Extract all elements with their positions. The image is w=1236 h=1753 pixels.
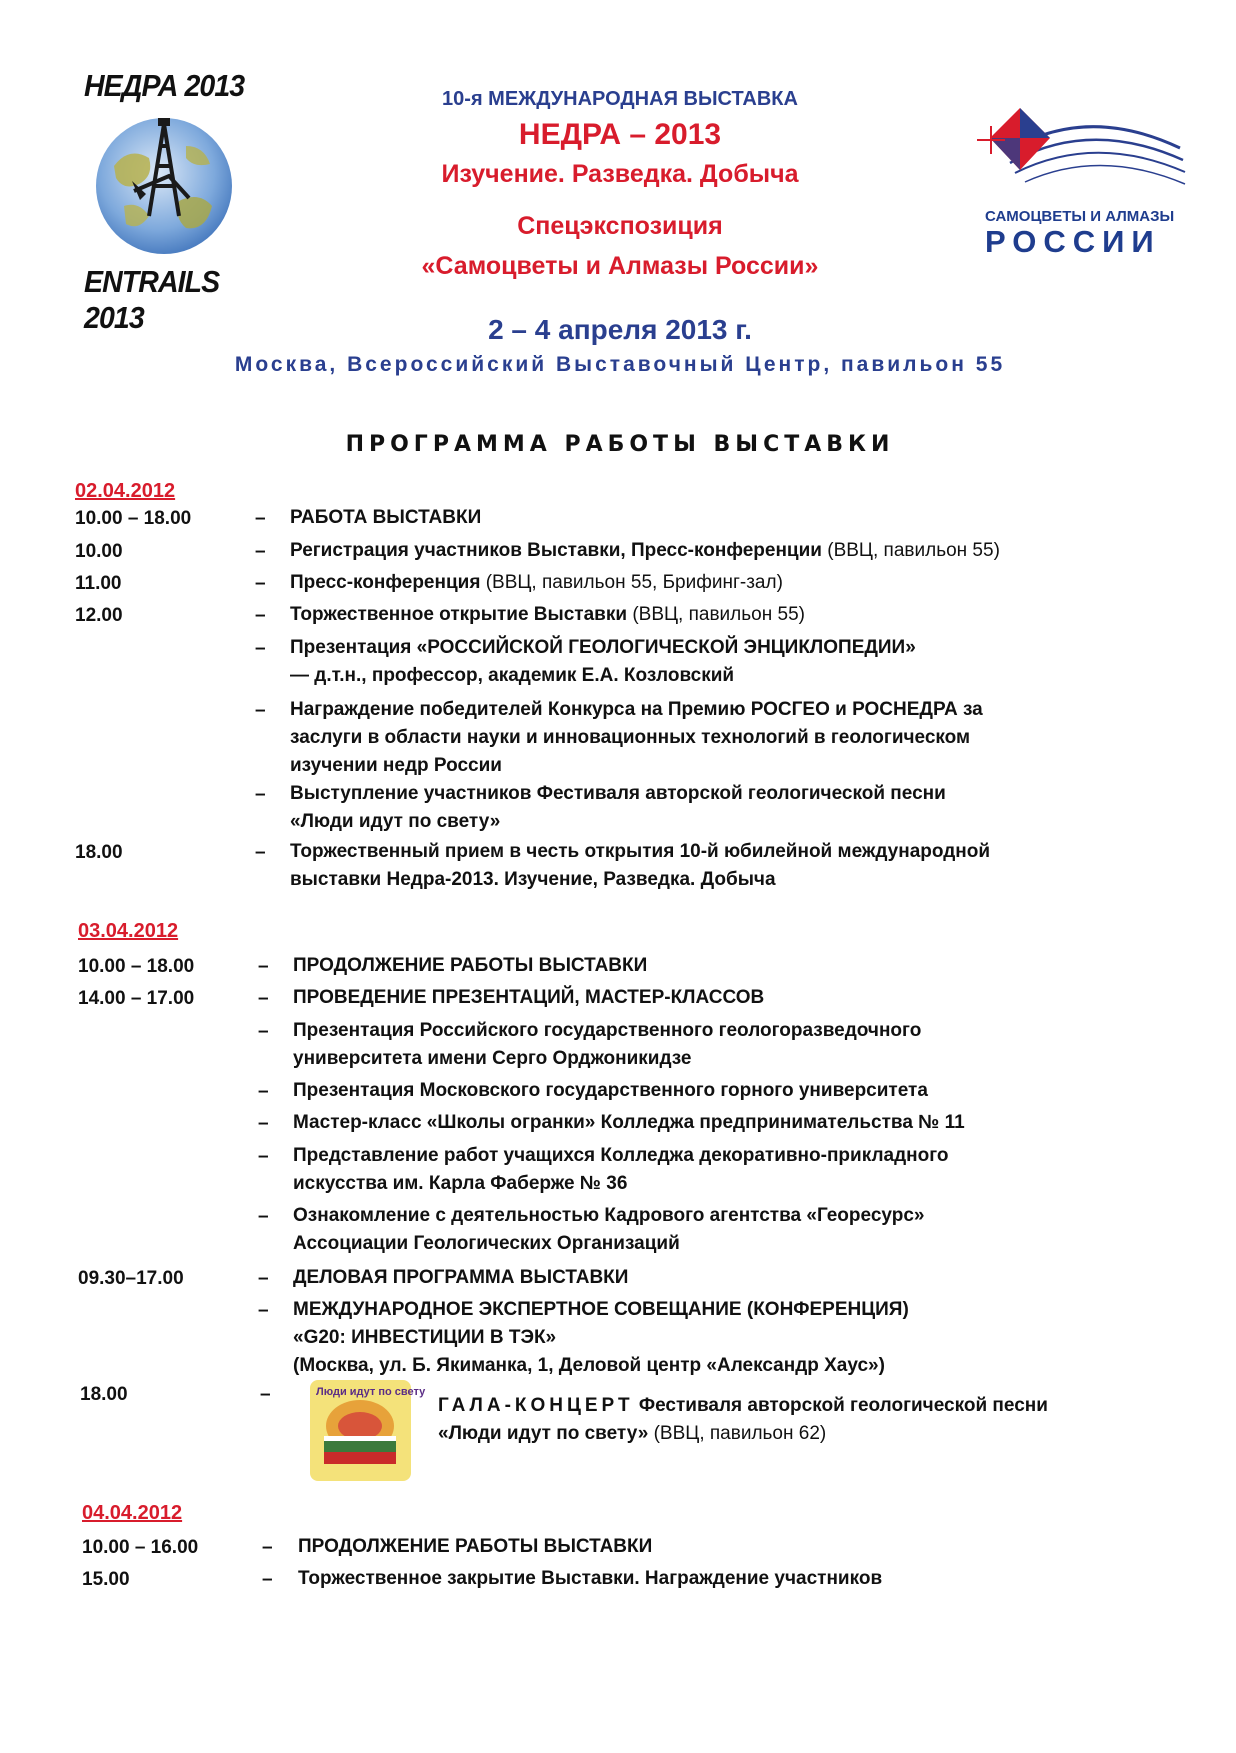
diamond-swoosh-icon [965,108,1190,208]
nedra-logo-bottom-text: ENTRAILS 2013 [84,264,220,335]
nedra-logo [70,68,260,335]
item-text: Презентация Российского государственного геологоразведочного университета имени Серго Орджоникидзе [293,1020,922,1069]
item-time: 15.00 [82,1569,130,1590]
item-dash: – [262,1569,273,1590]
item-text: ПРОДОЛЖЕНИЕ РАБОТЫ ВЫСТАВКИ [293,955,648,976]
day-date: 02.04.2012 [75,480,176,502]
item-dash: – [260,1384,271,1405]
item-dash: – [255,700,266,721]
day-date: 04.04.2012 [82,1502,183,1524]
item-text: Презентация Московского государственного горного университета [293,1080,928,1101]
item-dash: – [258,1081,269,1102]
item-text: Торжественное открытие Выставки (ВВЦ, павильон 55) [290,604,805,625]
item-time: 11.00 [75,573,122,594]
special-exposition-label: Спецэкспозиция [517,212,723,240]
item-text: МЕЖДУНАРОДНОЕ ЭКСПЕРТНОЕ СОВЕЩАНИЕ (КОНФЕРЕНЦИЯ) «G20: ИНВЕСТИЦИИ В ТЭК» (Москва, ул. Б. Якиманка, 1, Деловой центр «Александр Хаус») [293,1299,909,1376]
gems-diamonds-logo [965,108,1190,258]
item-text: Представление работ учащихся Колледжа декоративно-прикладного искусства им. Карла Фаберже № 36 [293,1145,949,1194]
item-text: ПРОВЕДЕНИЕ ПРЕЗЕНТАЦИЙ, МАСТЕР-КЛАССОВ [293,987,765,1008]
exhibition-title: НЕДРА – 2013 [518,118,722,151]
special-exposition-name: «Самоцветы и Алмазы России» [421,252,819,280]
item-dash: – [255,573,266,594]
festival-badge-text: Люди идут по свету [316,1386,426,1398]
item-dash: – [255,638,266,659]
item-dash: – [255,508,266,529]
program-title: ПРОГРАММА РАБОТЫ ВЫСТАВКИ [345,432,895,457]
gems-logo-line2: РОССИИ [985,224,1161,259]
item-text: Мастер-класс «Школы огранки» Колледжа предпринимательства № 11 [293,1112,965,1133]
item-text: Ознакомление с деятельностью Кадрового агентства «Георесурс» Ассоциации Геологических Организаций [293,1205,925,1254]
item-text: РАБОТА ВЫСТАВКИ [290,507,482,528]
item-dash: – [258,1300,269,1321]
item-dash: – [255,605,266,626]
item-time: 14.00 – 17.00 [78,988,195,1009]
exhibition-tagline: Изучение. Разведка. Добыча [441,160,799,188]
day-date: 03.04.2012 [78,920,179,942]
item-dash: – [258,1021,269,1042]
item-text: Торжественное закрытие Выставки. Награждение участников [298,1568,883,1589]
item-text: Выступление участников Фестиваля авторской геологической песни «Люди идут по свету» [290,783,946,832]
item-time: 12.00 [75,605,123,626]
item-dash: – [255,541,266,562]
item-time: 09.30–17.00 [78,1268,184,1289]
festival-badge [308,1378,426,1483]
gems-logo-line1: САМОЦВЕТЫ И АЛМАЗЫ [985,208,1175,225]
item-text: Регистрация участников Выставки, Пресс-конференции (ВВЦ, павильон 55) [290,540,1000,561]
item-dash: – [258,988,269,1009]
item-text: Торжественный прием в честь открытия 10-й юбилейной международной выставки Недра-2013. Изучение, Разведка. Добыча [290,841,991,890]
item-time: 10.00 [75,541,123,562]
item-time: 18.00 [80,1384,128,1405]
item-dash: – [255,842,266,863]
item-time: 10.00 – 18.00 [75,508,192,529]
item-text: Презентация «РОССИЙСКОЙ ГЕОЛОГИЧЕСКОЙ ЭНЦИКЛОПЕДИИ» — д.т.н., профессор, академик Е.А. Козловский [290,637,916,686]
exhibition-subtitle: 10-я МЕЖДУНАРОДНАЯ ВЫСТАВКА [442,88,798,110]
item-dash: – [255,784,266,805]
exhibition-dates: 2 – 4 апреля 2013 г. [488,314,752,345]
item-dash: – [258,1146,269,1167]
globe-derrick-icon [94,106,234,266]
nedra-logo-top-text: НЕДРА 2013 [84,68,245,103]
item-time: 10.00 – 16.00 [82,1537,199,1558]
item-text: ПРОДОЛЖЕНИЕ РАБОТЫ ВЫСТАВКИ [298,1536,653,1557]
item-text: ДЕЛОВАЯ ПРОГРАММА ВЫСТАВКИ [293,1267,629,1288]
item-dash: – [258,1206,269,1227]
gala-text: ГАЛА-КОНЦЕРТ Фестиваля авторской геологической песни «Люди идут по свету» (ВВЦ, павильон 62) [438,1395,1048,1444]
item-time: 18.00 [75,842,123,863]
exhibition-location: Москва, Всероссийский Выставочный Центр, павильон 55 [234,353,1006,376]
item-dash: – [258,956,269,977]
item-dash: – [258,1113,269,1134]
item-text: Пресс-конференция (ВВЦ, павильон 55, Брифинг-зал) [290,572,783,593]
item-text: Награждение победителей Конкурса на Премию РОСГЕО и РОСНЕДРА за заслуги в области науки и инновационных технологий в геологическом изучении недр России [290,699,983,776]
item-dash: – [258,1268,269,1289]
item-dash: – [262,1537,273,1558]
item-time: 10.00 – 18.00 [78,956,195,977]
